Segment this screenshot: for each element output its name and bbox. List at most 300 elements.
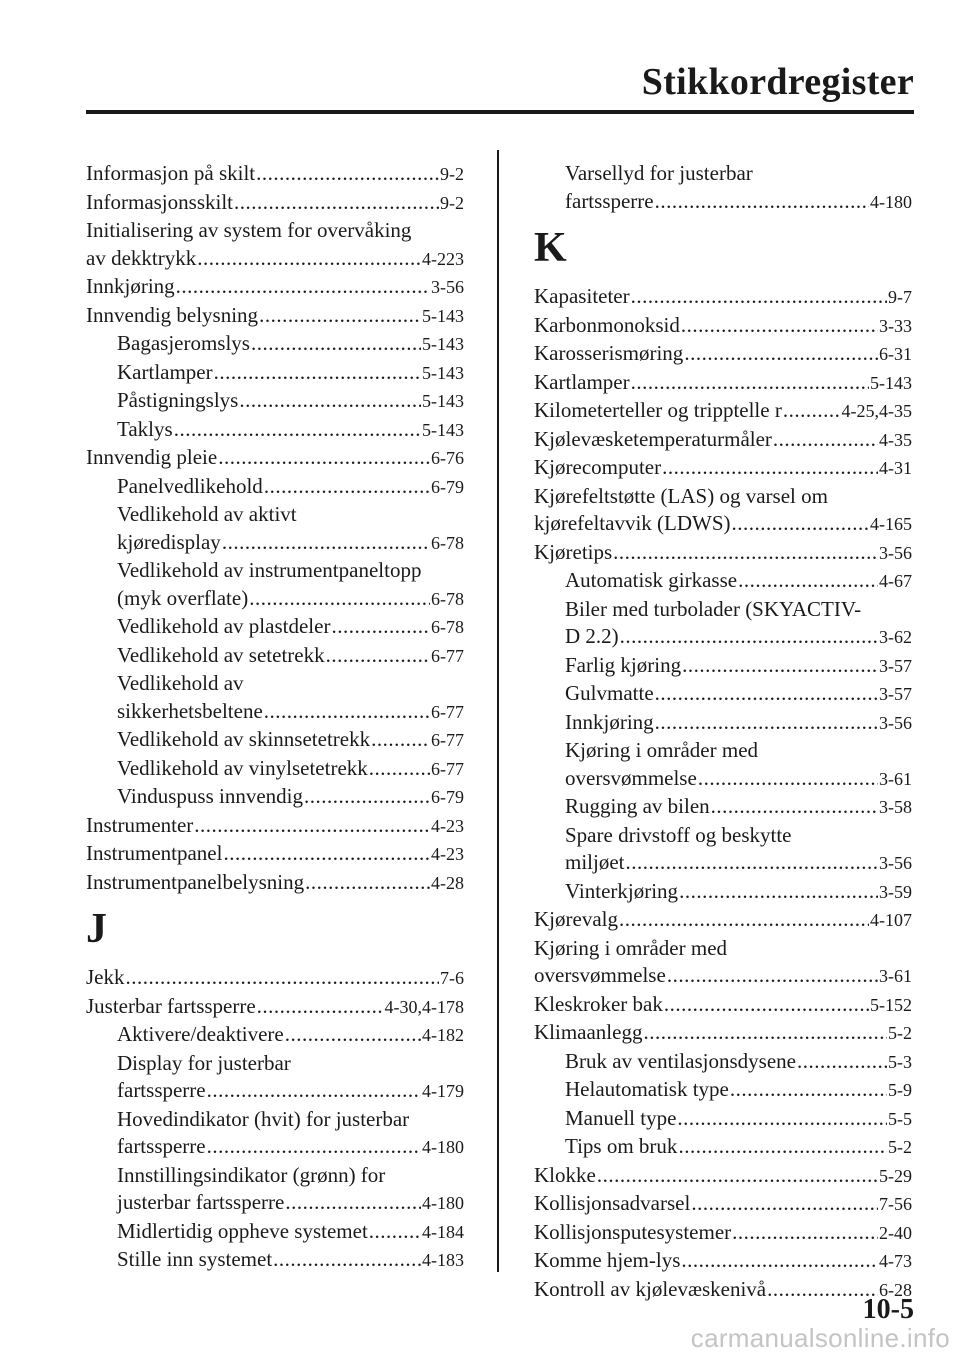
page-reference: 4-35 (879, 429, 912, 450)
index-entry (534, 454, 912, 483)
dot-leader (264, 698, 430, 726)
index-entry (534, 1276, 912, 1305)
entry-row (565, 765, 912, 794)
entry-row (117, 1133, 464, 1162)
entry-row (86, 869, 464, 898)
dot-leader (711, 793, 878, 821)
entry-lead-line: Display for justerbar (117, 1050, 291, 1075)
entry-term: Tips om bruk (565, 1134, 678, 1158)
entry-row (565, 188, 912, 217)
dot-leader (223, 840, 430, 868)
dot-leader (691, 1190, 878, 1218)
dot-leader (259, 302, 421, 330)
page-reference: 4-182 (422, 1025, 464, 1045)
entry-row (565, 709, 912, 738)
entry-term: Påstigningslys (117, 388, 239, 412)
dot-leader (207, 1133, 421, 1161)
entry-term: Kapasiteter (534, 284, 630, 308)
index-entry (86, 444, 464, 473)
page-reference: 6-79 (431, 787, 464, 807)
dot-leader (369, 755, 430, 783)
dot-leader (643, 1019, 887, 1047)
dot-leader (257, 993, 384, 1021)
section-letter: J (86, 906, 107, 952)
index-entry (86, 840, 464, 869)
entry-row (534, 1162, 912, 1191)
page-reference: 3-57 (879, 684, 912, 704)
page-reference: 5-3 (888, 1051, 912, 1072)
dot-leader (678, 1133, 887, 1161)
index-subentry (534, 709, 912, 738)
entry-row (565, 849, 912, 878)
dot-leader (126, 964, 440, 992)
dot-leader (285, 1189, 421, 1217)
page-reference: 6-79 (431, 476, 464, 497)
entry-term: Innvendig belysning (86, 302, 259, 327)
page-reference: 3-56 (431, 277, 464, 297)
entry-term: fartssperre (565, 188, 654, 213)
entry-term: Rugging av bilen (565, 794, 710, 818)
entry-term: av dekktrykk (86, 245, 197, 270)
index-entry (534, 1019, 912, 1048)
entry-term: Instrumenter (86, 812, 194, 837)
index-entry (86, 964, 464, 993)
page-reference: 7-56 (879, 1194, 912, 1214)
page-reference: 4-180 (422, 1193, 464, 1213)
entry-row (117, 642, 464, 671)
section-letter: K (534, 225, 567, 271)
entry-term: D 2.2) (565, 624, 619, 648)
index-entry (534, 369, 912, 398)
dot-leader (619, 906, 869, 934)
index-subentry (86, 642, 464, 671)
page-reference: 6-77 (431, 701, 464, 722)
entry-row (534, 454, 912, 483)
dot-leader (773, 426, 878, 454)
index-subentry (534, 567, 912, 596)
page-reference: 3-61 (879, 768, 912, 789)
dot-leader (698, 765, 878, 793)
dot-leader (234, 189, 439, 217)
dot-leader (655, 680, 878, 708)
entry-row (534, 426, 912, 455)
entry-row (117, 783, 464, 812)
entry-term: Kjølevæsketemperaturmåler (534, 426, 772, 451)
entry-row (534, 283, 912, 312)
page-reference: 5-2 (888, 1023, 912, 1043)
entry-row (534, 539, 912, 568)
dot-leader (797, 1048, 887, 1076)
index-entry (86, 160, 464, 189)
dot-leader (677, 1105, 887, 1133)
index-entry (534, 1247, 912, 1276)
index-column-left (86, 160, 464, 1275)
entry-row (117, 1021, 464, 1050)
entry-row (534, 1219, 912, 1248)
page-reference: 4-31 (879, 458, 912, 478)
index-subentry (86, 387, 464, 416)
index-entry (534, 935, 912, 991)
entry-lead-line: Spare drivstoff og beskytte (565, 822, 792, 847)
entry-row (565, 1133, 912, 1162)
index-entry (534, 483, 912, 539)
dot-leader (222, 529, 430, 557)
index-subentry (534, 680, 912, 709)
entry-term: Bagasjeromslys (117, 331, 250, 355)
index-entry (534, 426, 912, 455)
entry-row (86, 964, 464, 993)
index-subentry (86, 613, 464, 642)
page-reference: 6-78 (431, 588, 464, 609)
entry-row (534, 369, 912, 398)
page-reference: 6-78 (431, 532, 464, 553)
entry-term: Informasjonsskilt (86, 189, 233, 214)
entry-row (117, 387, 464, 416)
entry-row (117, 1218, 464, 1247)
entry-term: justerbar fartssperre (117, 1190, 285, 1214)
entry-term: Kleskroker bak (534, 991, 663, 1016)
page-reference: 4-223 (422, 248, 464, 269)
entry-term: Kollisjonsputesystemer (534, 1219, 732, 1244)
dot-leader (620, 623, 878, 651)
entry-row (565, 793, 912, 822)
index-subentry (86, 670, 464, 726)
page-reference: 5-29 (879, 1165, 912, 1186)
dot-leader (626, 849, 879, 877)
entry-term: oversvømmelse (565, 765, 697, 790)
entry-row (86, 245, 464, 274)
index-subentry (534, 822, 912, 878)
page-reference: 5-143 (422, 305, 464, 326)
index-subentry (86, 1246, 464, 1275)
index-subentry (86, 726, 464, 755)
entry-row (565, 1076, 912, 1105)
entry-lead-line: Kjøring i områder med (534, 935, 728, 960)
index-subentry (86, 416, 464, 445)
entry-row (534, 340, 912, 369)
page-reference: 6-31 (879, 344, 912, 364)
entry-term: Farlig kjøring (565, 652, 682, 677)
dot-leader (767, 1276, 878, 1304)
entry-term: Instrumentpanelbelysning (86, 869, 305, 894)
index-entry (86, 217, 464, 273)
page-reference: 4-28 (431, 872, 464, 893)
entry-term: miljøet (565, 850, 625, 874)
dot-leader (631, 369, 869, 397)
dot-leader (256, 160, 439, 188)
watermark: carmanualsonline.info (690, 1323, 950, 1353)
entry-term: sikkerhetsbeltene (117, 698, 263, 723)
entry-term: Jekk (86, 965, 125, 989)
entry-term: Vedlikehold av plastdeler (117, 614, 331, 638)
page-reference: 4-180 (870, 191, 912, 212)
entry-row (86, 189, 464, 218)
entry-row (534, 1276, 912, 1305)
dot-leader (664, 991, 869, 1019)
entry-row (117, 1077, 464, 1106)
entry-term: Kollisjonsadvarsel (534, 1191, 691, 1215)
dot-leader (667, 962, 878, 990)
page-reference: 4-183 (422, 1250, 464, 1270)
page-reference: 3-61 (879, 966, 912, 986)
page-reference: 4-23 (431, 844, 464, 864)
entry-term: Kartlamper (534, 369, 630, 394)
entry-term: Vedlikehold av setetrekk (117, 642, 325, 667)
page-reference: 3-56 (879, 542, 912, 563)
dot-leader (331, 613, 430, 641)
index-subentry (86, 1162, 464, 1218)
entry-term: Karosserismøring (534, 341, 684, 365)
dot-leader (613, 539, 878, 567)
page-reference: 9-2 (440, 192, 464, 213)
index-subentry (86, 783, 464, 812)
entry-term: Vinduspuss innvendig (117, 784, 303, 808)
index-subentry (534, 652, 912, 681)
index-subentry (534, 793, 912, 822)
entry-row (86, 302, 464, 331)
entry-lead-line: Kjøring i områder med (565, 738, 759, 762)
page-reference: 5-143 (422, 419, 464, 440)
index-entry (86, 189, 464, 218)
entry-row (117, 613, 464, 642)
entry-term: Komme hjem-lys (534, 1248, 681, 1272)
page-reference: 5-143 (422, 334, 464, 354)
entry-term: (myk overflate) (117, 585, 249, 610)
index-subentry (534, 1076, 912, 1105)
page-reference: 3-59 (879, 881, 912, 902)
dot-leader (239, 387, 421, 415)
entry-row (565, 1048, 912, 1077)
entry-lead-line: Varsellyd for justerbar (565, 161, 753, 185)
page-reference: 3-33 (879, 315, 912, 336)
dot-leader (732, 510, 869, 538)
entry-lead-line: Initialisering av system for overvåking (86, 218, 412, 242)
page-reference: 4-184 (422, 1221, 464, 1242)
header-rule (86, 110, 914, 114)
page-reference: 4-30,4-178 (384, 996, 464, 1017)
page-reference: 3-58 (879, 797, 912, 817)
index-subentry (86, 1218, 464, 1247)
entry-lead-line: Innstillingsindikator (grønn) for (117, 1162, 386, 1187)
index-entry (534, 397, 912, 426)
page-reference: 6-76 (431, 448, 464, 468)
entry-row (534, 312, 912, 341)
entry-term: Bruk av ventilasjonsdysene (565, 1048, 796, 1073)
entry-row (534, 510, 912, 539)
entry-row (117, 529, 464, 558)
index-entry (534, 1162, 912, 1191)
index-entry (534, 1219, 912, 1248)
dot-leader (197, 245, 421, 273)
index-subentry (86, 501, 464, 557)
dot-leader (732, 1219, 878, 1247)
entry-row (86, 993, 464, 1022)
dot-leader (682, 652, 878, 680)
page-reference: 6-28 (879, 1279, 912, 1300)
dot-leader (730, 1076, 887, 1104)
dot-leader (218, 444, 430, 472)
entry-row (534, 1247, 912, 1276)
page-reference: 4-73 (879, 1251, 912, 1271)
entry-term: Kjørecomputer (534, 455, 662, 479)
dot-leader (326, 642, 430, 670)
entry-term: Vinterkjøring (565, 878, 679, 903)
dot-leader (249, 585, 430, 613)
index-entry (534, 906, 912, 935)
page-reference: 5-152 (870, 994, 912, 1015)
entry-term: kjørefeltavvik (LDWS) (534, 511, 731, 535)
dot-leader (251, 330, 421, 358)
entry-row (534, 962, 912, 991)
entry-lead-line: Biler med turbolader (SKYACTIV- (565, 596, 862, 621)
page-reference: 4-180 (422, 1137, 464, 1157)
entry-row (117, 330, 464, 359)
entry-row (86, 444, 464, 473)
entry-term: Aktivere/deaktivere (117, 1022, 284, 1046)
entry-term: Innkjøring (86, 274, 175, 298)
dot-leader (369, 1218, 421, 1246)
page-reference: 5-5 (888, 1108, 912, 1129)
entry-row (117, 1189, 464, 1218)
index-subentry (86, 473, 464, 502)
index-entry (86, 302, 464, 331)
page-reference: 4-25,4-35 (841, 401, 912, 421)
dot-leader (176, 273, 430, 301)
entry-term: Automatisk girkasse (565, 568, 738, 592)
index-entry (534, 539, 912, 568)
dot-leader (194, 812, 430, 840)
entry-row (534, 1190, 912, 1219)
entry-term: Panelvedlikehold (117, 473, 263, 498)
entry-row (534, 397, 912, 426)
entry-term: Helautomatisk type (565, 1077, 729, 1101)
index-entry (86, 869, 464, 898)
index-entry (534, 991, 912, 1020)
page-reference: 2-40 (879, 1222, 912, 1243)
entry-term: Instrumentpanel (86, 841, 223, 865)
entry-row (117, 359, 464, 388)
dot-leader (214, 359, 421, 387)
entry-lead-line: Vedlikehold av (117, 671, 244, 695)
entry-row (117, 755, 464, 784)
entry-row (117, 698, 464, 727)
page-reference: 3-62 (879, 627, 912, 647)
entry-row (86, 160, 464, 189)
entry-row (565, 878, 912, 907)
page-reference: 4-67 (879, 571, 912, 591)
entry-lead-line: Vedlikehold av aktivt (117, 502, 297, 526)
page-reference: 5-143 (422, 391, 464, 411)
dot-leader (285, 1021, 421, 1049)
page-reference: 4-107 (870, 910, 912, 930)
page-number: 10-5 (862, 1294, 914, 1325)
dot-leader (655, 709, 878, 737)
dot-leader (631, 283, 887, 311)
entry-row (117, 585, 464, 614)
entry-term: Vedlikehold av vinylsetetrekk (117, 755, 368, 780)
index-subentry (86, 557, 464, 613)
page-reference: 6-77 (431, 645, 464, 666)
entry-row (86, 840, 464, 869)
entry-row (534, 906, 912, 935)
entry-term: oversvømmelse (534, 963, 666, 987)
index-subentry (534, 596, 912, 652)
index-entry (534, 312, 912, 341)
entry-term: fartssperre (117, 1078, 206, 1102)
entry-row (117, 416, 464, 445)
dot-leader (662, 454, 878, 482)
page-reference: 5-143 (870, 372, 912, 393)
entry-term: kjøredisplay (117, 529, 221, 554)
page-reference: 3-56 (879, 712, 912, 733)
index-subentry (534, 878, 912, 907)
page-reference: 4-23 (431, 815, 464, 836)
index-entry (534, 1190, 912, 1219)
dot-leader (738, 567, 878, 595)
column-divider (497, 150, 499, 1272)
entry-term: Innvendig pleie (86, 445, 218, 469)
index-entry (86, 273, 464, 302)
dot-leader (597, 1162, 878, 1190)
index-subentry (534, 737, 912, 793)
entry-row (534, 1019, 912, 1048)
page-reference: 7-6 (440, 968, 464, 988)
page-reference: 5-9 (888, 1080, 912, 1100)
entry-row (117, 473, 464, 502)
entry-term: Kartlamper (117, 359, 213, 384)
dot-leader (174, 416, 421, 444)
entry-lead-line: Hovedindikator (hvit) for justerbar (117, 1106, 410, 1131)
page-header-title: Stikkordregister (641, 61, 914, 103)
dot-leader (371, 726, 430, 754)
dot-leader (655, 188, 869, 216)
dot-leader (681, 1247, 878, 1275)
dot-leader (684, 340, 878, 368)
entry-term: Klimaanlegg (534, 1020, 643, 1044)
page-reference: 6-78 (431, 617, 464, 637)
entry-term: Kilometerteller og tripptelle r (534, 398, 782, 422)
entry-term: fartssperre (117, 1134, 206, 1158)
entry-term: Kjørevalg (534, 907, 618, 931)
entry-row (86, 812, 464, 841)
index-column-right (534, 160, 912, 1304)
page-reference: 5-143 (422, 362, 464, 383)
index-subentry (86, 755, 464, 784)
dot-leader (679, 878, 878, 906)
page-reference: 5-2 (888, 1137, 912, 1157)
page-reference: 6-77 (431, 730, 464, 750)
dot-leader (783, 397, 841, 425)
index-subentry (534, 160, 912, 216)
index-entry (86, 993, 464, 1022)
index-subentry (86, 1050, 464, 1106)
entry-term: Taklys (117, 416, 173, 441)
entry-row (117, 726, 464, 755)
entry-row (86, 273, 464, 302)
entry-term: Karbonmonoksid (534, 312, 680, 337)
entry-row (565, 623, 912, 652)
entry-lead-line: Vedlikehold av instrumentpaneltopp (117, 558, 422, 582)
entry-term: Gulvmatte (565, 681, 654, 705)
entry-row (117, 1246, 464, 1275)
entry-row (565, 567, 912, 596)
index-subentry (534, 1105, 912, 1134)
entry-lead-line: Kjørefeltstøtte (LAS) og varsel om (534, 483, 828, 508)
dot-leader (304, 783, 430, 811)
entry-term: Informasjon på skilt (86, 161, 256, 185)
index-subentry (86, 359, 464, 388)
entry-term: Klokke (534, 1162, 596, 1187)
